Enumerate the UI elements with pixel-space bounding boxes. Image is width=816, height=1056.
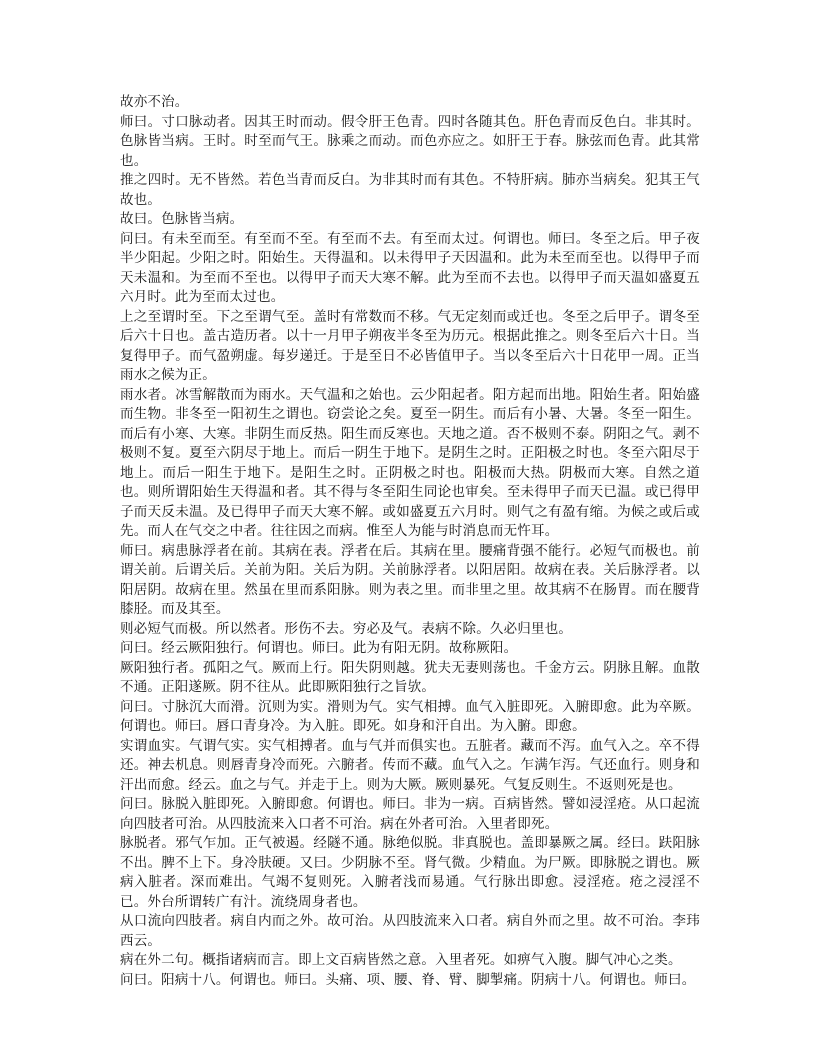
paragraph-3: 推之四时。无不皆然。若色当青而反白。为非其时而有其色。不特肝病。肺亦当病矣。犯其王气故也。: [120, 172, 700, 208]
paragraph-11: 厥阳独行者。孤阳之气。厥而上行。阳失阴则越。犹夫无妻则荡也。千金方云。阴脉且解。血散不通。正阳遂厥。阴不往从。此即厥阳独行之旨欤。: [120, 659, 700, 695]
paragraph-15: 脉脱者。邪气乍加。正气被遏。经隧不通。脉绝似脱。非真脱也。盖即暴厥之属。经曰。趺阳脉不出。脾不上下。身冷肤硬。又曰。少阴脉不至。肾气微。少精血。为尸厥。即脉脱之谓也。厥病入脏者。深而难出。气竭不复则死。入腑者浅而易通。气行脉出即愈。浸淫疮。疮之浸淫不已。外台所谓转广有汁。流绕周身者也。: [120, 835, 700, 910]
paragraph-7: 雨水者。冰雪解散而为雨水。天气温和之始也。云少阳起者。阳方起而出地。阳始生者。阳始盛而生物。非冬至一阳初生之谓也。窃尝论之矣。夏至一阴生。而后有小暑、大暑。冬至一阳生。而后有小寒、大寒。非阴生而反热。阳生而反寒也。天地之道。否不极则不泰。阴阳之气。剥不极则不复。夏至六阴尽于地上。而后一阴生于地下。是阴生之时。正阳极之时也。冬至六阳尽于地上。而后一阳生于地下。是阳生之时。正阴极之时也。阳极而大热。阴极而大寒。自然之道也。则所谓阳始生天得温和者。其不得与冬至阳生同论也审矣。至未得甲子而天已温。或已得甲子而天反未温。及已得甲子而天大寒不解。或如盛夏五六月时。则气之有盈有缩。为候之或后或先。而人在气交之中者。往往因之而病。惟至人为能与时消息而无忤耳。: [120, 386, 700, 539]
paragraph-4: 故曰。色脉皆当病。: [120, 211, 244, 227]
paragraph-12: 问曰。寸脉沉大而滑。沉则为实。滑则为气。实气相搏。血气入脏即死。入腑即愈。此为卒厥。何谓也。师曰。唇口青身冷。为入脏。即死。如身和汗自出。为入腑。即愈。: [120, 698, 700, 734]
paragraph-1: 故亦不治。: [120, 94, 189, 110]
paragraph-8: 师曰。病患脉浮者在前。其病在表。浮者在后。其病在里。腰痛背强不能行。必短气而极也。前谓关前。后谓关后。关前为阳。关后为阴。关前脉浮者。以阳居阳。故病在表。关后脉浮者。以阳居阴。故病在里。然虽在里而系阳脉。则为表之里。而非里之里。故其病不在肠胃。而在腰背膝胫。而及其至。: [120, 542, 700, 617]
paragraph-6: 上之至谓时至。下之至谓气至。盖时有常数而不移。气无定刻而或迁也。冬至之后甲子。谓冬至后六十日也。盖古造历者。以十一月甲子朔夜半冬至为历元。根据此推之。则冬至后六十日。当复得甲子。而气盈朔虚。每岁递迁。于是至日不必皆值甲子。当以冬至后六十日花甲一周。正当雨水之候为正。: [120, 308, 700, 383]
paragraph-13: 实谓血实。气谓气实。实气相搏者。血与气并而俱实也。五脏者。藏而不泻。血气入之。卒不得还。神去机息。则唇青身冷而死。六腑者。传而不藏。血气入之。乍满乍泻。气还血行。则身和汗出而愈。经云。血之与气。并走于上。则为大厥。厥则暴死。气复反则生。不返则死是也。: [120, 737, 700, 793]
paragraph-17: 病在外二句。概指诸病而言。即上文百病皆然之意。入里者死。如痹气入腹。脚气冲心之类。: [120, 952, 682, 968]
paragraph-2: 师曰。寸口脉动者。因其王时而动。假令肝王色青。四时各随其色。肝色青而反色白。非其时。色脉皆当病。王时。时至而气王。脉乘之而动。而色亦应之。如肝王于春。脉弦而色青。此其常也。: [120, 113, 700, 169]
paragraph-18: 问曰。阳病十八。何谓也。师曰。头痛、项、腰、脊、臂、脚掣痛。阴病十八。何谓也。师曰。: [120, 971, 696, 988]
paragraph-14: 问曰。脉脱入脏即死。入腑即愈。何谓也。师曰。非为一病。百病皆然。譬如浸淫疮。从口起流向四肢者可治。从四肢流来入口者不可治。病在外者可治。入里者即死。: [120, 796, 700, 832]
paragraph-9: 则必短气而极。所以然者。形伤不去。穷必及气。表病不除。久必归里也。: [120, 620, 573, 637]
document-page: [120, 93, 700, 990]
paragraph-16: 从口流向四肢者。病自内而之外。故可治。从四肢流来入口者。病自外而之里。故不可治。李玮西云。: [120, 913, 700, 949]
paragraph-10: 问曰。经云厥阳独行。何谓也。师曰。此为有阳无阴。故称厥阳。: [120, 640, 518, 656]
paragraph-5: 问曰。有未至而至。有至而不至。有至而不去。有至而太过。何谓也。师曰。冬至之后。甲子夜半少阳起。少阳之时。阳始生。天得温和。以未得甲子天因温和。此为未至而至也。以得甲子而天未温和。为至而不至也。以得甲子而天大寒不解。此为至而不去也。以得甲子而天温如盛夏五六月时。此为至而太过也。: [120, 230, 700, 305]
